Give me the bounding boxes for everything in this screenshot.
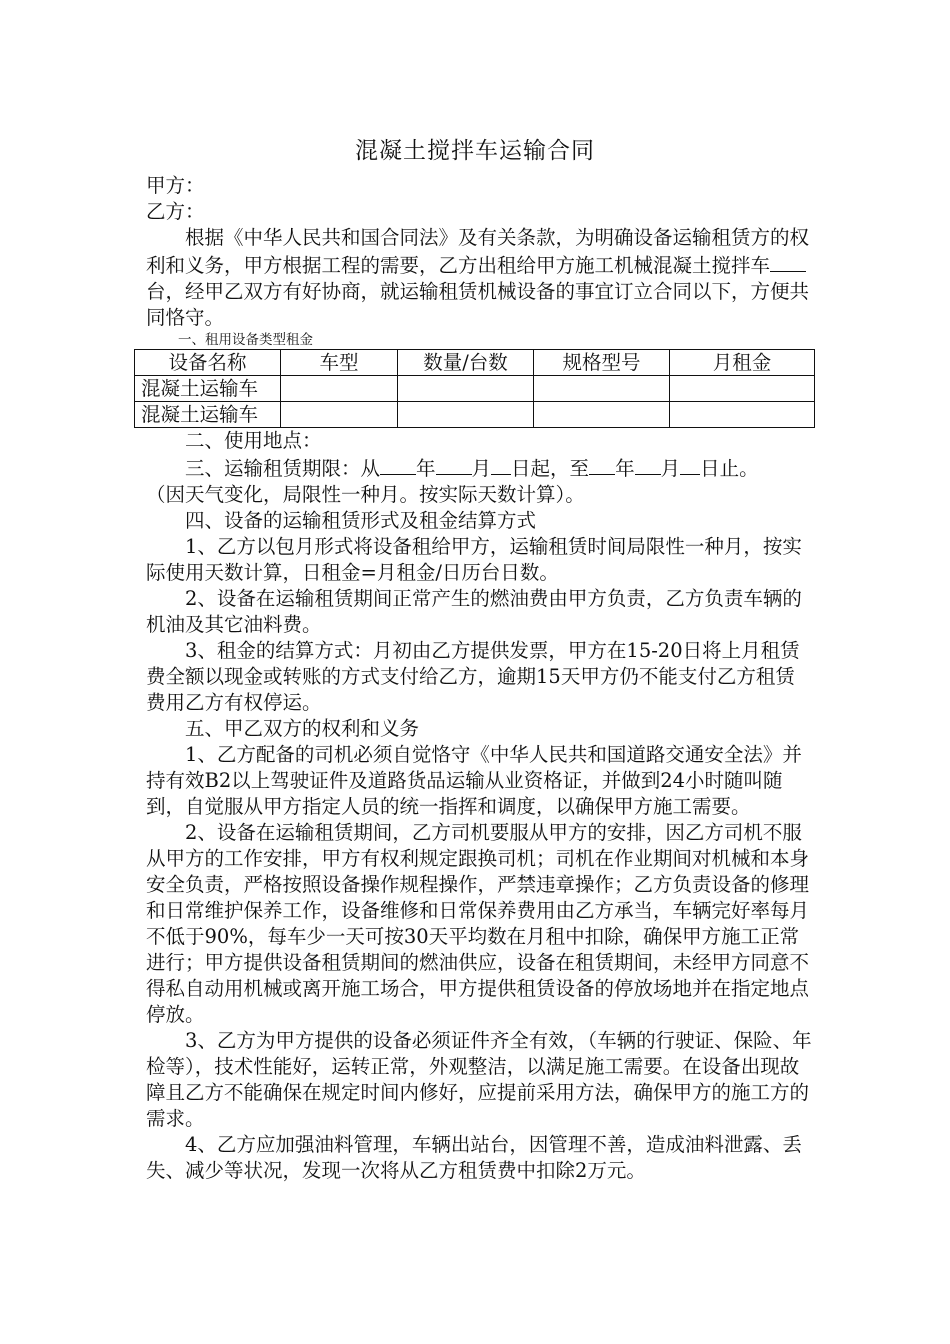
- term-label: 三、运输租赁期限：从: [185, 457, 381, 480]
- table-header-cell: 数量/台数: [398, 350, 534, 376]
- table-cell: 混凝土运输车: [135, 376, 281, 402]
- section4-heading: 四、设备的运输租赁形式及租金结算方式: [185, 509, 537, 532]
- section3-line: [146, 454, 814, 482]
- section5-heading: 五、甲乙双方的权利和义务: [185, 717, 420, 740]
- table-header-cell: 规格型号: [534, 350, 670, 376]
- table-cell: [281, 402, 398, 428]
- section5-item-2: 2、设备在运输租赁期间，乙方司机要服从甲方的安排，因乙方司机不服从甲方的工作安排，甲方有权利规定跟换司机；司机在作业期间对机械和本身安全负责，严格按照设备操作规程操作，严禁违章操作；乙方负责设备的修理和日常维护保养工作，设备维修和日常保养费用由乙方承当，车辆完好率每月不低于90%，每车少一天可按30天平均数在月租中扣除，确保甲方施工正常进行；甲方提供设备租赁期间的燃油供应，设备在租赁期间，未经甲方同意不得私自动用机械或离开施工场合，甲方提供租赁设备的停放场地并在指定地点停放。: [146, 821, 810, 1026]
- table-cell: [281, 376, 398, 402]
- start-day-blank: [491, 454, 511, 475]
- start-year-blank: [380, 454, 416, 475]
- day-text: 日止。: [700, 457, 759, 480]
- end-year-blank: [589, 454, 615, 475]
- table-header-cell: 设备名称: [135, 350, 281, 376]
- month-text: 月: [471, 457, 492, 480]
- day-text: 日起，至: [511, 457, 590, 480]
- section4-item-3: 3、租金的结算方式：月初由乙方提供发票，甲方在15-20日将上月租赁费全额以现金或转账的方式支付给乙方，逾期15天甲方仍不能支付乙方租赁费用乙方有权停运。: [146, 639, 800, 714]
- party-a-line: 甲方：: [146, 174, 205, 197]
- year-text: 年: [615, 457, 635, 480]
- year-text: 年: [416, 457, 436, 480]
- equipment-table: [134, 349, 815, 428]
- intro-paragraph: [146, 225, 814, 331]
- table-cell: [670, 402, 815, 428]
- end-month-blank: [635, 454, 661, 475]
- section3-note: （因天气变化，局限性一种月。按实际天数计算）。: [146, 483, 585, 506]
- table-header-cell: 车型: [281, 350, 398, 376]
- intro-part2: 台，经甲乙双方有好协商，就运输租赁机械设备的事宜订立合同以下，方便共同恪守。: [146, 280, 810, 329]
- table-cell: [670, 376, 815, 402]
- section5-item-1: 1、乙方配备的司机必须自觉恪守《中华人民共和国道路交通安全法》并持有效B2以上驾驶证件及道路货品运输从业资格证，并做到24小时随叫随到，自觉服从甲方指定人员的统一指挥和调度，以确保甲方施工需要。: [146, 743, 802, 818]
- table-header-cell: 月租金: [670, 350, 815, 376]
- table-cell: [534, 402, 670, 428]
- table-row: [135, 376, 815, 402]
- month-text: 月: [660, 457, 681, 480]
- section1-heading: 一、租用设备类型租金: [178, 332, 313, 348]
- section4-item-2: 2、设备在运输租赁期间正常产生的燃油费由甲方负责，乙方负责车辆的机油及其它油料费。: [146, 587, 802, 636]
- section5-item-4: 4、乙方应加强油料管理，车辆出站台，因管理不善，造成油料泄露、丢失、减少等状况，发现一次将从乙方租赁费中扣除2万元。: [146, 1133, 802, 1182]
- end-day-blank: [680, 454, 700, 475]
- table-cell: [398, 402, 534, 428]
- table-row: [135, 402, 815, 428]
- document-title: 混凝土搅拌车运输合同: [355, 138, 595, 164]
- section4-item-1: 1、乙方以包月形式将设备租给甲方，运输租赁时间局限性一种月，按实际使用天数计算，日租金=月租金/日历台日数。: [146, 535, 802, 584]
- section2-line: 二、使用地点：: [185, 429, 322, 452]
- table-cell: [534, 376, 670, 402]
- start-month-blank: [436, 454, 472, 475]
- party-b-line: 乙方：: [146, 200, 205, 223]
- table-cell: 混凝土运输车: [135, 402, 281, 428]
- document-body: [141, 173, 814, 1184]
- intro-part1: 根据《中华人民共和国合同法》及有关条款，为明确设备运输租赁方的权利和义务，甲方根据工程的需要，乙方出租给甲方施工机械混凝土搅拌车: [146, 226, 810, 277]
- table-header-row: [135, 350, 815, 376]
- quantity-blank: [770, 251, 806, 272]
- table-cell: [398, 376, 534, 402]
- section5-item-3: 3、乙方为甲方提供的设备必须证件齐全有效，（车辆的行驶证、保险、年检等），技术性能好，运转正常，外观整洁，以满足施工需要。在设备出现故障且乙方不能确保在规定时间内修好，应提前采用方法，确保甲方的施工方的需求。: [146, 1029, 812, 1130]
